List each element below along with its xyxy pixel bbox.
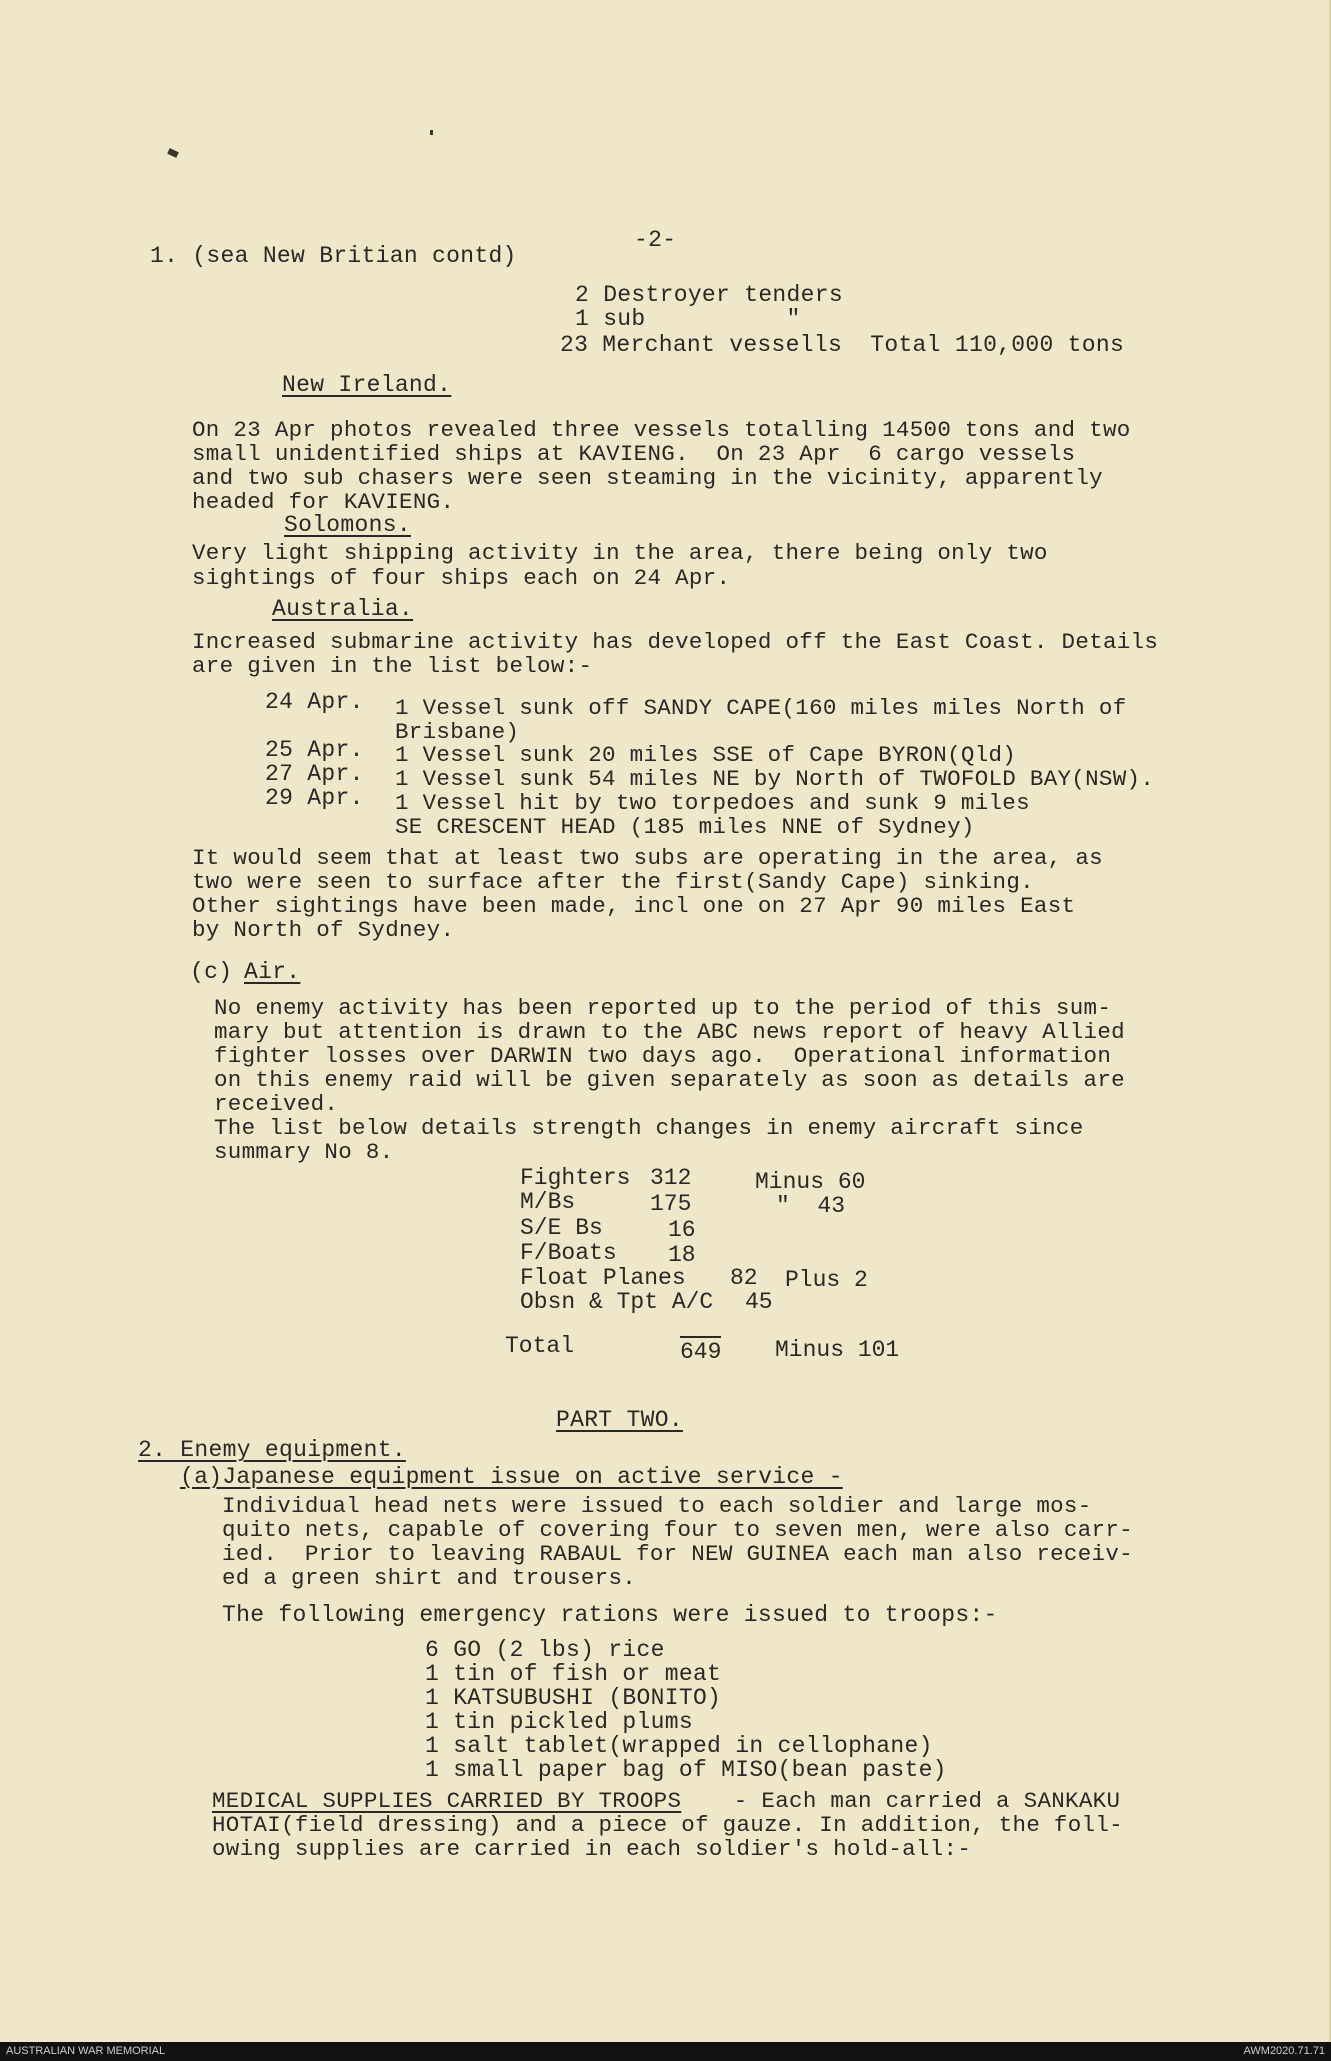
air-line: summary No 8. (214, 1139, 394, 1165)
table-cell-count: 45 (745, 1289, 773, 1315)
air-heading: Air. (244, 959, 301, 985)
ink-mark (430, 130, 433, 135)
medical-heading: MEDICAL SUPPLIES CARRIED BY TROOPS (212, 1788, 682, 1814)
table-cell-type: Obsn & Tpt A/C (520, 1289, 714, 1315)
sinking-text-cont: Brisbane) (395, 719, 520, 745)
ship-list-line: 23 Merchant vessells Total 110,000 tons (560, 332, 1125, 358)
ration-item: 1 tin of fish or meat (425, 1661, 722, 1687)
part-two-heading: PART TWO. (556, 1407, 683, 1433)
table-cell-count: 312 (650, 1165, 692, 1191)
table-cell-count: 175 (650, 1191, 692, 1217)
table-total-count: 649 (680, 1336, 721, 1364)
australia-closing-line: Other sightings have been made, incl one on 27 Apr 90 miles East (192, 893, 1076, 919)
footer-archive-name: AUSTRALIAN WAR MEMORIAL (6, 2045, 166, 2057)
table-total-label: Total (505, 1333, 575, 1359)
solomons-heading: Solomons. (284, 512, 411, 538)
sinking-text-cont: SE CRESCENT HEAD (185 miles NNE of Sydney) (395, 814, 975, 840)
ration-item: 1 tin pickled plums (425, 1709, 693, 1735)
air-heading-prefix: (c) (190, 959, 233, 985)
australia-closing-line: It would seem that at least two subs are operating in the area, as (192, 845, 1103, 871)
archive-footer (0, 2042, 1331, 2061)
ration-item: 1 salt tablet(wrapped in cellophane) (425, 1733, 933, 1759)
australia-closing-line: two were seen to surface after the first(Sandy Cape) sinking. (192, 869, 1034, 895)
air-line: mary but attention is drawn to the ABC news report of heavy Allied (214, 1019, 1125, 1045)
section1-heading: 1. (sea New Britian contd) (150, 243, 517, 269)
ration-item: 1 KATSUBUSHI (BONITO) (425, 1685, 722, 1711)
australia-heading: Australia. (272, 596, 414, 622)
table-cell-change: Minus 60 (755, 1169, 866, 1195)
table-cell-count: 18 (668, 1242, 696, 1268)
air-line: received. (214, 1091, 339, 1117)
new-ireland-line: and two sub chasers were seen steaming in the vicinity, apparently (192, 465, 1103, 491)
new-ireland-line: headed for KAVIENG. (192, 489, 455, 515)
ration-item: 6 GO (2 lbs) rice (425, 1637, 665, 1663)
sub-a-line: Individual head nets were issued to each soldier and large mos- (222, 1493, 1092, 1519)
table-cell-change: Plus 2 (785, 1267, 868, 1293)
solomons-line: Very light shipping activity in the area, there being only two (192, 540, 1048, 566)
sinking-date: 25 Apr. (265, 737, 364, 763)
table-cell-type: Float Planes (520, 1265, 686, 1291)
sub-a-line: quito nets, capable of covering four to seven men, were also carr- (222, 1517, 1133, 1543)
sinking-date: 24 Apr. (265, 689, 364, 715)
footer-item-id: AWM2020.71.71 (1243, 2045, 1325, 2057)
new-ireland-heading: New Ireland. (282, 372, 452, 398)
new-ireland-line: On 23 Apr photos revealed three vessels totalling 14500 tons and two (192, 417, 1131, 443)
air-line: on this enemy raid will be given separately as soon as details are (214, 1067, 1125, 1093)
sinking-text: 1 Vessel sunk off SANDY CAPE(160 miles miles North of (395, 695, 1127, 721)
page-number: -2- (634, 227, 677, 253)
medical-line: HOTAI(field dressing) and a piece of gauze. In addition, the foll- (212, 1812, 1123, 1838)
section2-heading: 2. Enemy equipment. (138, 1437, 406, 1463)
table-total-change: Minus 101 (775, 1337, 900, 1363)
australia-line: are given in the list below:- (192, 653, 593, 679)
sub-a-line: ied. Prior to leaving RABAUL for NEW GUINEA each man also receiv- (222, 1541, 1133, 1567)
ink-mark (167, 148, 179, 158)
air-line: fighter losses over DARWIN two days ago. Operational information (214, 1043, 1112, 1069)
aircraft-strength-table (505, 1165, 940, 1396)
australia-closing-line: by North of Sydney. (192, 917, 455, 943)
sinking-date: 27 Apr. (265, 761, 364, 787)
sinking-date: 29 Apr. (265, 785, 364, 811)
new-ireland-line: small unidentified ships at KAVIENG. On 23 Apr 6 cargo vessels (192, 441, 1076, 467)
solomons-line: sightings of four ships each on 24 Apr. (192, 565, 731, 591)
table-cell-type: S/E Bs (520, 1215, 603, 1241)
sub-a-line: ed a green shirt and trousers. (222, 1565, 637, 1591)
sinking-text: 1 Vessel sunk 20 miles SSE of Cape BYRON(Qld) (395, 742, 1017, 768)
ship-list-line: 1 sub " (575, 306, 801, 332)
medical-line: - Each man carried a SANKAKU (720, 1788, 1121, 1814)
air-line: The list below details strength changes in enemy aircraft since (214, 1115, 1084, 1141)
sinking-text: 1 Vessel hit by two torpedoes and sunk 9 miles (395, 790, 1030, 816)
table-cell-change: " 43 (776, 1193, 846, 1219)
ration-item: 1 small paper bag of MISO(bean paste) (425, 1757, 947, 1783)
sinking-text: 1 Vessel sunk 54 miles NE by North of TWOFOLD BAY(NSW). (395, 766, 1155, 792)
ship-list-line: 2 Destroyer tenders (575, 282, 843, 308)
table-cell-type: M/Bs (520, 1189, 576, 1215)
sub-a-heading: (a)Japanese equipment issue on active service - (180, 1464, 843, 1490)
table-cell-count: 82 (730, 1265, 758, 1291)
rations-intro: The following emergency rations were issued to troops:- (222, 1602, 998, 1628)
table-cell-count: 16 (668, 1217, 696, 1243)
table-cell-type: Fighters (520, 1165, 631, 1191)
air-line: No enemy activity has been reported up to the period of this sum- (214, 995, 1112, 1021)
medical-line: owing supplies are carried in each soldier's hold-all:- (212, 1836, 972, 1862)
australia-line: Increased submarine activity has developed off the East Coast. Details (192, 629, 1159, 655)
table-cell-type: F/Boats (520, 1240, 617, 1266)
